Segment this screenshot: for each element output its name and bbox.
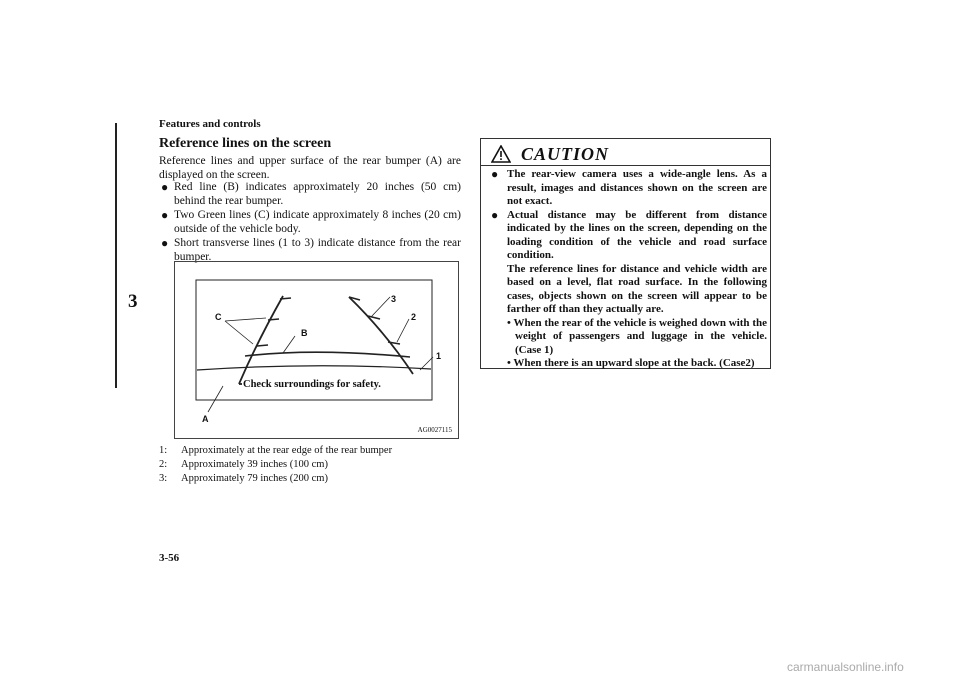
list-item: ● Red line (B) indicates approximately 20 inches (50 cm) behind the rear bumper. — [161, 180, 461, 207]
label-3: 3 — [391, 294, 397, 304]
label-a: A — [202, 414, 209, 424]
page-number: 3-56 — [159, 552, 180, 564]
list-item: 1: Approximately at the rear edge of the rear bumper — [159, 445, 393, 456]
caution-item: ● Actual distance may be different from distance indicated by the lines on the screen, depending on the loading condition of the vehicle and road surface condition. The reference lines for distance and vehicle width are based on a level, flat road surface. In the following cases, objects shown on the screen will appear to be farther off than they actually are. • When the rear of the vehicle is weighed down with the weight of passengers and luggage in the vehicle. (Case 1) • When there is an upward slope at the back. (Case2) — [491, 207, 767, 369]
chapter-number: 3 — [128, 291, 138, 312]
warning-triangle-icon — [491, 145, 511, 163]
list-item: ● Short transverse lines (1 to 3) indicate distance from the rear bumper. — [161, 236, 461, 263]
intro-paragraph: Reference lines and upper surface of the rear bumper (A) are displayed on the screen. — [159, 155, 461, 181]
chapter-divider — [115, 123, 117, 388]
caution-header — [491, 143, 609, 165]
running-header: Features and controls — [159, 118, 261, 130]
bullet-icon: ● — [161, 208, 169, 222]
caution-item: ● The rear-view camera uses a wide-angle lens. As a result, images and distances shown on the screen are not exact. — [491, 167, 767, 207]
section-title: Reference lines on the screen — [159, 136, 332, 151]
reference-lines-illustration — [175, 262, 460, 440]
list-item: 2: Approximately 39 inches (100 cm) — [159, 459, 328, 470]
figure-code: AG0027115 — [417, 426, 452, 434]
caution-subitem: • When there is an upward slope at the back. (Case2) — [507, 357, 755, 369]
label-b: B — [301, 328, 308, 338]
label-1: 1 — [436, 351, 442, 361]
caution-box — [480, 138, 771, 369]
list-item: 3: Approximately 79 inches (200 cm) — [159, 473, 328, 484]
rear-view-figure — [174, 261, 459, 439]
bullet-icon: ● — [491, 207, 499, 222]
list-item: ● Two Green lines (C) indicate approximately 8 inches (20 cm) outside of the vehicle body. — [161, 208, 461, 235]
distance-notes — [159, 444, 469, 486]
bullet-icon: ● — [491, 167, 499, 181]
screen-message: Check surroundings for safety. — [243, 379, 381, 390]
caution-title: CAUTION — [521, 143, 610, 164]
label-c: C — [215, 312, 222, 322]
caution-subitem: • When the rear of the vehicle is weighed down with the weight of passengers and luggage in the vehicle. (Case 1) — [507, 316, 767, 356]
caution-body — [491, 168, 767, 371]
reference-line-list — [159, 180, 461, 264]
bullet-icon: ● — [161, 180, 169, 194]
label-2: 2 — [411, 312, 417, 322]
bullet-icon: ● — [161, 236, 169, 250]
caution-divider — [481, 165, 770, 166]
watermark: carmanualsonline.info — [787, 660, 904, 674]
